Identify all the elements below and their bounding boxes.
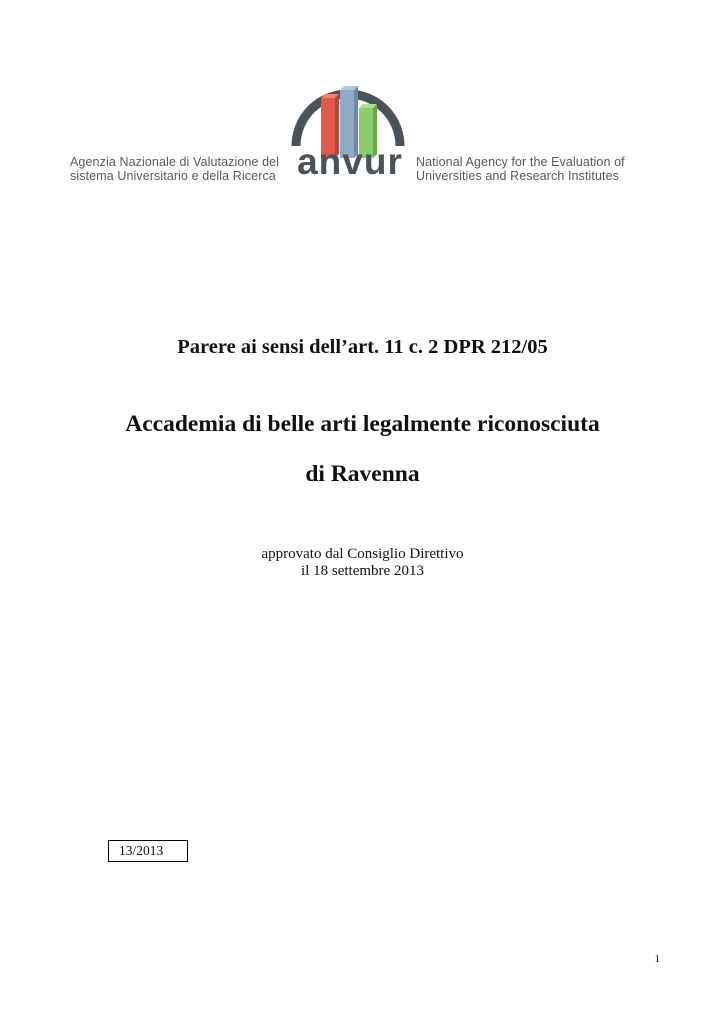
agency-name-english: [416, 155, 656, 183]
document-subtitle: Parere ai sensi dell’art. 11 c. 2 DPR 212/05: [177, 336, 548, 358]
approval-line1: approvato dal Consiglio Direttivo: [261, 546, 464, 562]
header: [0, 78, 725, 190]
agency-name-italian-line2: sistema Universitario e della Ricerca: [70, 169, 276, 183]
agency-name-english-line1: National Agency for the Evaluation of: [416, 155, 625, 169]
agency-name-italian: [70, 155, 280, 183]
page-number: 1: [654, 953, 660, 965]
reference-number-box: 13/2013: [108, 840, 188, 862]
approval-line2: il 18 settembre 2013: [301, 563, 424, 579]
document-title-line2: di Ravenna: [305, 461, 420, 487]
anvur-logo-text: anvur: [297, 141, 403, 182]
agency-name-english-line2: Universities and Research Institutes: [416, 169, 619, 183]
approval-note: [0, 546, 725, 580]
document-title-line1: Accademia di belle arti legalmente riconosciuta: [125, 411, 600, 437]
agency-name-italian-line1: Agenzia Nazionale di Valutazione del: [70, 155, 280, 169]
